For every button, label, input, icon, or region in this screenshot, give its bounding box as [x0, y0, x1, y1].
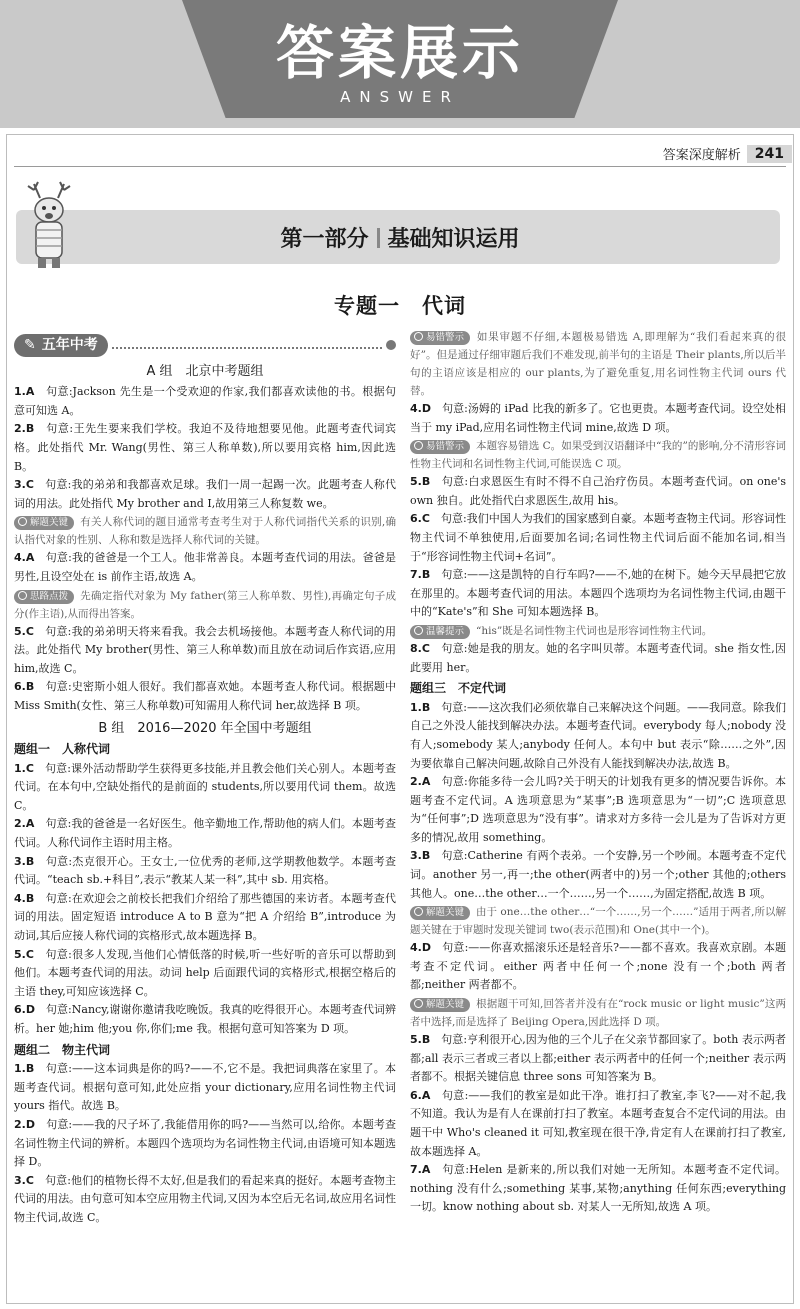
tip-tag-label: 思路点拨	[30, 590, 69, 602]
answer-key: 1.C	[14, 761, 34, 775]
answer-explanation: 句意:——我的尺子坏了,我能借用你的吗?——当然可以,给你。本题考查名词性物主代词的辨析。本题四个选项均为名词性物主代词,由语境可知本题选择 D。	[14, 1117, 396, 1169]
tip-tag-label: 解题关键	[30, 517, 69, 529]
answer-explanation: 句意:——这次我们必须依靠自己来解决这个问题。——我同意。除我们自己之外没人能找到解决办法。本题考查代词。everybody 每人;nobody 没有人;somebody 某人;anybody 任何人。本句中 but 表示“除……之外”,因为要依靠自己解决问题,故除自己外没有人能找到解决办法,故选 B。	[410, 700, 786, 770]
header-rule	[14, 166, 786, 167]
answer-explanation: 句意:杰克很开心。王女士,一位优秀的老师,这学期教他数学。本题考查代词。“teach sb.+科目”,表示“教某人某一科”,其中 sb. 用宾格。	[14, 854, 396, 887]
answer-explanation: 句意:你能多待一会儿吗?关于明天的计划我有更多的情况要告诉你。本题考查不定代词。A 选项意思为“某事”;B 选项意思为“一切”;C 选项意思为“任何事”;D 选项意思为“没有事”。请求对方多待一会儿是为了告诉对方更多的情况,故用 something。	[410, 775, 786, 844]
answer-key: 4.B	[14, 891, 35, 905]
tip-text: 由于 one…the other…“一个……,另一个……”适用于两者,所以解题关键在于审题时发现关键词 two(表示范围)和 One(其中一个)。	[410, 906, 786, 937]
group-heading: B 组 2016—2020 年全国中考题组	[98, 720, 312, 736]
answer-explanation: 句意:——我们的教室是如此干净。谁打扫了教室,李飞?——对不起,我不知道。我认为是有人在课前打扫了教室。本题考查复合不定代词的用法。由题干中 Who's cleaned it 可知,教室现在很干净,肯定有人在课前打扫了教室,故本题选择 A。	[410, 1088, 786, 1158]
answer-key: 2.B	[14, 422, 35, 436]
answer-key: 3.B	[410, 849, 431, 863]
answer-item	[14, 760, 396, 816]
subgroup-heading: 题组二 物主代词	[14, 1042, 111, 1057]
answer-item	[410, 400, 786, 437]
part-name: 基础知识运用	[387, 227, 520, 252]
tip-bulb-icon	[414, 441, 423, 450]
tip-note	[14, 587, 396, 623]
answer-key: 5.C	[14, 947, 34, 961]
section-dotted-rule	[112, 341, 382, 349]
header-subtitle: ANSWER	[340, 88, 460, 106]
tip-tag-label: 解题关键	[426, 999, 465, 1011]
answer-key: 5.C	[14, 624, 34, 638]
answer-item	[14, 946, 396, 1002]
answer-item	[14, 549, 396, 586]
answer-item	[410, 699, 786, 773]
answer-key: 6.D	[14, 1003, 35, 1017]
tip-bulb-icon	[414, 999, 423, 1008]
right-column	[410, 328, 786, 1217]
answer-item	[14, 853, 396, 890]
answer-explanation: 句意:史密斯小姐人很好。我们都喜欢她。本题考查人称代词。根据题中 Miss Smith(女性、第三人称单数)可知需用人称代词 her,故选择 B 项。	[14, 680, 396, 712]
tip-tag-label: 解题关键	[426, 907, 465, 919]
answer-explanation: 句意:我的弟弟明天将来看我。我会去机场接他。本题考查人称代词的用法。此处指代 My brother(男性、第三人称单数)而且放在动词后作宾语,应用 him,故选 C。	[14, 624, 396, 675]
answer-explanation: 句意:我们中国人为我们的国家感到自豪。本题考查物主代词。形容词性物主代词不单独使用,后面要加名词;名词性物主代词后面不能加名词,相当于“形容词性物主代词+名词”。	[410, 512, 786, 563]
tip-note	[410, 328, 786, 400]
tip-tag	[410, 998, 470, 1012]
answer-explanation: 句意:Helen 是新来的,所以我们对她一无所知。本题考查不定代词。nothing 没有什么;something 某事,某物;anything 任何东西;everything 一切。know nothing about sb. 对某人一无所知,故选 A 项。	[410, 1163, 786, 1214]
answer-item	[410, 773, 786, 847]
tip-text: 根据题干可知,回答者并没有在“rock music or light music”这两者中选择,而是选择了 Beijing Opera,因此选择 D 项。	[410, 998, 786, 1029]
answer-key: 2.A	[14, 817, 35, 831]
answer-item	[410, 939, 786, 995]
answer-key: 1.A	[14, 385, 35, 399]
answer-key: 2.D	[14, 1117, 35, 1131]
answer-item	[14, 383, 396, 420]
answer-explanation: 句意:亨利很开心,因为他的三个儿子在父亲节都回家了。both 表示两者都;all 表示三者或三者以上都;either 表示两者中的任何一个;neither 表示两者都不。根据关键信息 three sons 可知答案为 B。	[410, 1033, 786, 1084]
answer-key: 3.C	[14, 478, 34, 492]
answer-explanation: 句意:我的爸爸是一名好医生。他辛勤地工作,帮助他的病人们。本题考查代词。人称代词作主语时用主格。	[14, 817, 397, 850]
section-end-dot	[386, 340, 396, 350]
tip-bulb-icon	[18, 517, 27, 526]
answer-item	[410, 1031, 786, 1087]
answer-explanation: 句意:Jackson 先生是一个受欢迎的作家,我们都喜欢读他的书。根据句意可知选 A。	[14, 385, 397, 417]
answer-explanation: 句意:王先生要来我们学校。我迫不及待地想要见他。此题考查代词宾格。此处指代 Mr. Wang(男性、第三人称单数),所以要用宾格 him,因此选 B。	[14, 422, 396, 473]
answer-item	[14, 1060, 396, 1116]
tip-tag	[410, 440, 470, 454]
answer-item	[410, 640, 786, 677]
answer-item	[14, 623, 396, 679]
page-number: 241	[747, 145, 792, 163]
subgroup-heading: 题组三 不定代词	[410, 681, 507, 696]
tip-bulb-icon	[18, 591, 27, 600]
answer-item	[410, 1161, 786, 1217]
answer-explanation: 句意:他们的植物长得不太好,但是我们的看起来真的挺好。本题考查物主代词的用法。由句意可知本空应用物主代词,又因为本空后无名词,故应用名词性物主代词,故选 C。	[14, 1173, 396, 1224]
megaphone-icon: ✎	[24, 337, 36, 353]
answer-item	[410, 566, 786, 622]
answer-item	[14, 420, 396, 476]
answer-key: 4.D	[410, 941, 431, 955]
answer-explanation: 句意:——这是凯特的自行车吗?——不,她的在树下。她今天早晨把它放在那里的。本题考查代词的用法。本题四个选项均为名词性物主代词,由题干中的“Kate's”和 She 可知本题选择 B。	[410, 568, 787, 619]
part-number: 第一部分	[280, 227, 369, 252]
answer-explanation: 句意:在欢迎会之前校长把我们介绍给了那些德国的来访者。本题考查代词的用法。固定短语 introduce A to B 意为“把 A 介绍给 B”,introduce 为动词,其后应接人称代词的宾格形式,故本题选择 B。	[14, 891, 396, 943]
answer-item	[14, 815, 396, 852]
answer-explanation: 句意:她是我的朋友。她的名字叫贝蒂。本题考查代词。she 指女性,因此要用 her。	[410, 641, 787, 674]
tip-text: “his”既是名词性物主代词也是形容词性物主代词。	[476, 624, 713, 637]
answer-key: 4.D	[410, 402, 431, 415]
answer-key: 5.B	[410, 1033, 431, 1047]
answer-explanation: 句意:Nancy,谢谢你邀请我吃晚饭。我真的吃得很开心。本题考查代词辨析。her 她;him 他;you 你,你们;me 我。根据句意可知答案为 D 项。	[14, 1003, 396, 1035]
answer-explanation: 句意:白求恩医生有时不得不自己治疗伤员。本题考查代词。on one's own 独自。此处指代白求恩医生,故用 his。	[410, 475, 787, 507]
tip-bulb-icon	[414, 626, 423, 635]
tip-text: 先确定指代对象为 My father(第三人称单数、男性),再确定句子成分(作主语),从而得出答案。	[14, 589, 396, 620]
answer-explanation: 句意:汤姆的 iPad 比我的新多了。它也更贵。本题考查代词。设空处相当于 my iPad,应用名词性物主代词 mine,故选 D 项。	[410, 402, 787, 434]
tip-note	[410, 903, 786, 939]
answer-item	[410, 1087, 786, 1161]
answer-explanation: 句意:——你喜欢摇滚乐还是轻音乐?——都不喜欢。我喜欢京剧。本题考查不定代词。either 两者中任何一个;none 没有一个;both 两者都;neither 两者都不。	[410, 941, 786, 992]
tip-bulb-icon	[414, 332, 423, 341]
tip-tag	[14, 590, 74, 604]
tip-tag	[410, 906, 470, 920]
tip-note	[14, 513, 396, 549]
answer-key: 1.B	[410, 700, 431, 714]
running-title: 答案深度解析	[662, 148, 741, 163]
tip-bulb-icon	[414, 907, 423, 916]
section-pill	[14, 334, 108, 357]
answer-explanation: 句意:课外活动帮助学生获得更多技能,并且教会他们关心别人。本题考查代词。在本句中,空缺处指代的是前面的 students,所以要用代词 them。故选 C。	[14, 761, 396, 812]
answer-item	[410, 510, 786, 566]
header-title: 答案展示	[275, 19, 524, 87]
answer-item	[14, 476, 396, 513]
tip-text: 如果审题不仔细,本题极易错选 A,即理解为“我们看起来真的很好”。但是通过仔细审题后我们不难发现,前半句的主语是 Their plants,所以后半句的主语应该是相应的 our plants,为了避免重复,用名词性物主代词 ours 代替。	[410, 331, 786, 397]
tip-tag-label: 易错警示	[426, 332, 465, 343]
left-column	[14, 330, 396, 1228]
answer-key: 6.B	[14, 680, 35, 694]
group-heading: A 组 北京中考题组	[146, 363, 264, 379]
answer-key: 8.C	[410, 641, 430, 655]
answer-key: 5.B	[410, 475, 431, 489]
answer-explanation: 句意:我的爸爸是一个工人。他非常善良。本题考查代词的用法。爸爸是男性,且设空处在 is 前作主语,故选 A。	[14, 551, 396, 583]
answer-item	[14, 1116, 396, 1172]
answer-key: 7.B	[410, 568, 431, 582]
tip-note	[410, 437, 786, 473]
answer-item	[14, 1172, 396, 1228]
title-separator	[377, 228, 380, 248]
answer-key: 2.A	[410, 775, 431, 789]
part-title	[0, 222, 800, 253]
tip-text: 本题容易错选 C。如果受到汉语翻译中“我的”的影响,分不清形容词性物主代词和名词性物主代词,可能误选 C 项。	[410, 440, 786, 471]
answer-key: 7.A	[410, 1163, 431, 1177]
answer-explanation: 句意:Catherine 有两个表弟。一个安静,另一个吵闹。本题考查不定代词。another 另一,再一;the other(两者中的)另一个;other 其他的;others 其他人。one…the other…一个……,另一个……,为固定搭配,故选 B 项。	[410, 849, 786, 900]
section-header	[14, 334, 396, 357]
answer-key: 1.B	[14, 1062, 35, 1076]
answer-key: 4.A	[14, 551, 35, 565]
answer-key: 6.C	[410, 512, 430, 526]
answer-item	[14, 890, 396, 946]
tip-note	[410, 995, 786, 1031]
tip-tag-label: 温馨提示	[426, 625, 465, 637]
answer-key: 3.C	[14, 1173, 34, 1187]
tip-note	[410, 622, 786, 640]
subgroup-heading: 题组一 人称代词	[14, 742, 111, 757]
answer-explanation: 句意:我的弟弟和我都喜欢足球。我们一周一起踢一次。此题考查人称代词的用法。此处指代 My brother and I,故用第三人称复数 we。	[14, 478, 396, 510]
answer-key: 3.B	[14, 854, 35, 868]
section-label: 五年中考	[41, 337, 98, 353]
answer-item	[14, 1001, 396, 1038]
answer-explanation: 句意:——这本词典是你的吗?——不,它不是。我把词典落在家里了。本题考查代词。根据句意可知,此处应指 your dictionary,应用名词性物主代词 yours 指代。故选 B。	[14, 1062, 396, 1113]
answer-explanation: 句意:很多人发现,当他们心情低落的时候,听一些好听的音乐可以帮助到他们。本题考查代词的用法。动词 help 后面跟代词的宾格形式,根据空格后的主语 they,可知应该选择 C。	[14, 947, 397, 998]
answer-item	[410, 847, 786, 903]
tip-tag	[410, 331, 470, 345]
topic-title: 专题一 代词	[334, 294, 466, 318]
tip-tag	[14, 516, 74, 530]
tip-text: 有关人称代词的题目通常考查考生对于人称代词指代关系的识别,确认指代对象的性别、人称和数是选择人称代词的关键。	[14, 516, 396, 547]
running-header	[663, 144, 792, 163]
answer-key: 6.A	[410, 1088, 431, 1102]
tip-tag-label: 易错警示	[426, 441, 465, 453]
tip-tag	[410, 625, 470, 639]
answer-item	[410, 473, 786, 510]
answer-item	[14, 678, 396, 715]
